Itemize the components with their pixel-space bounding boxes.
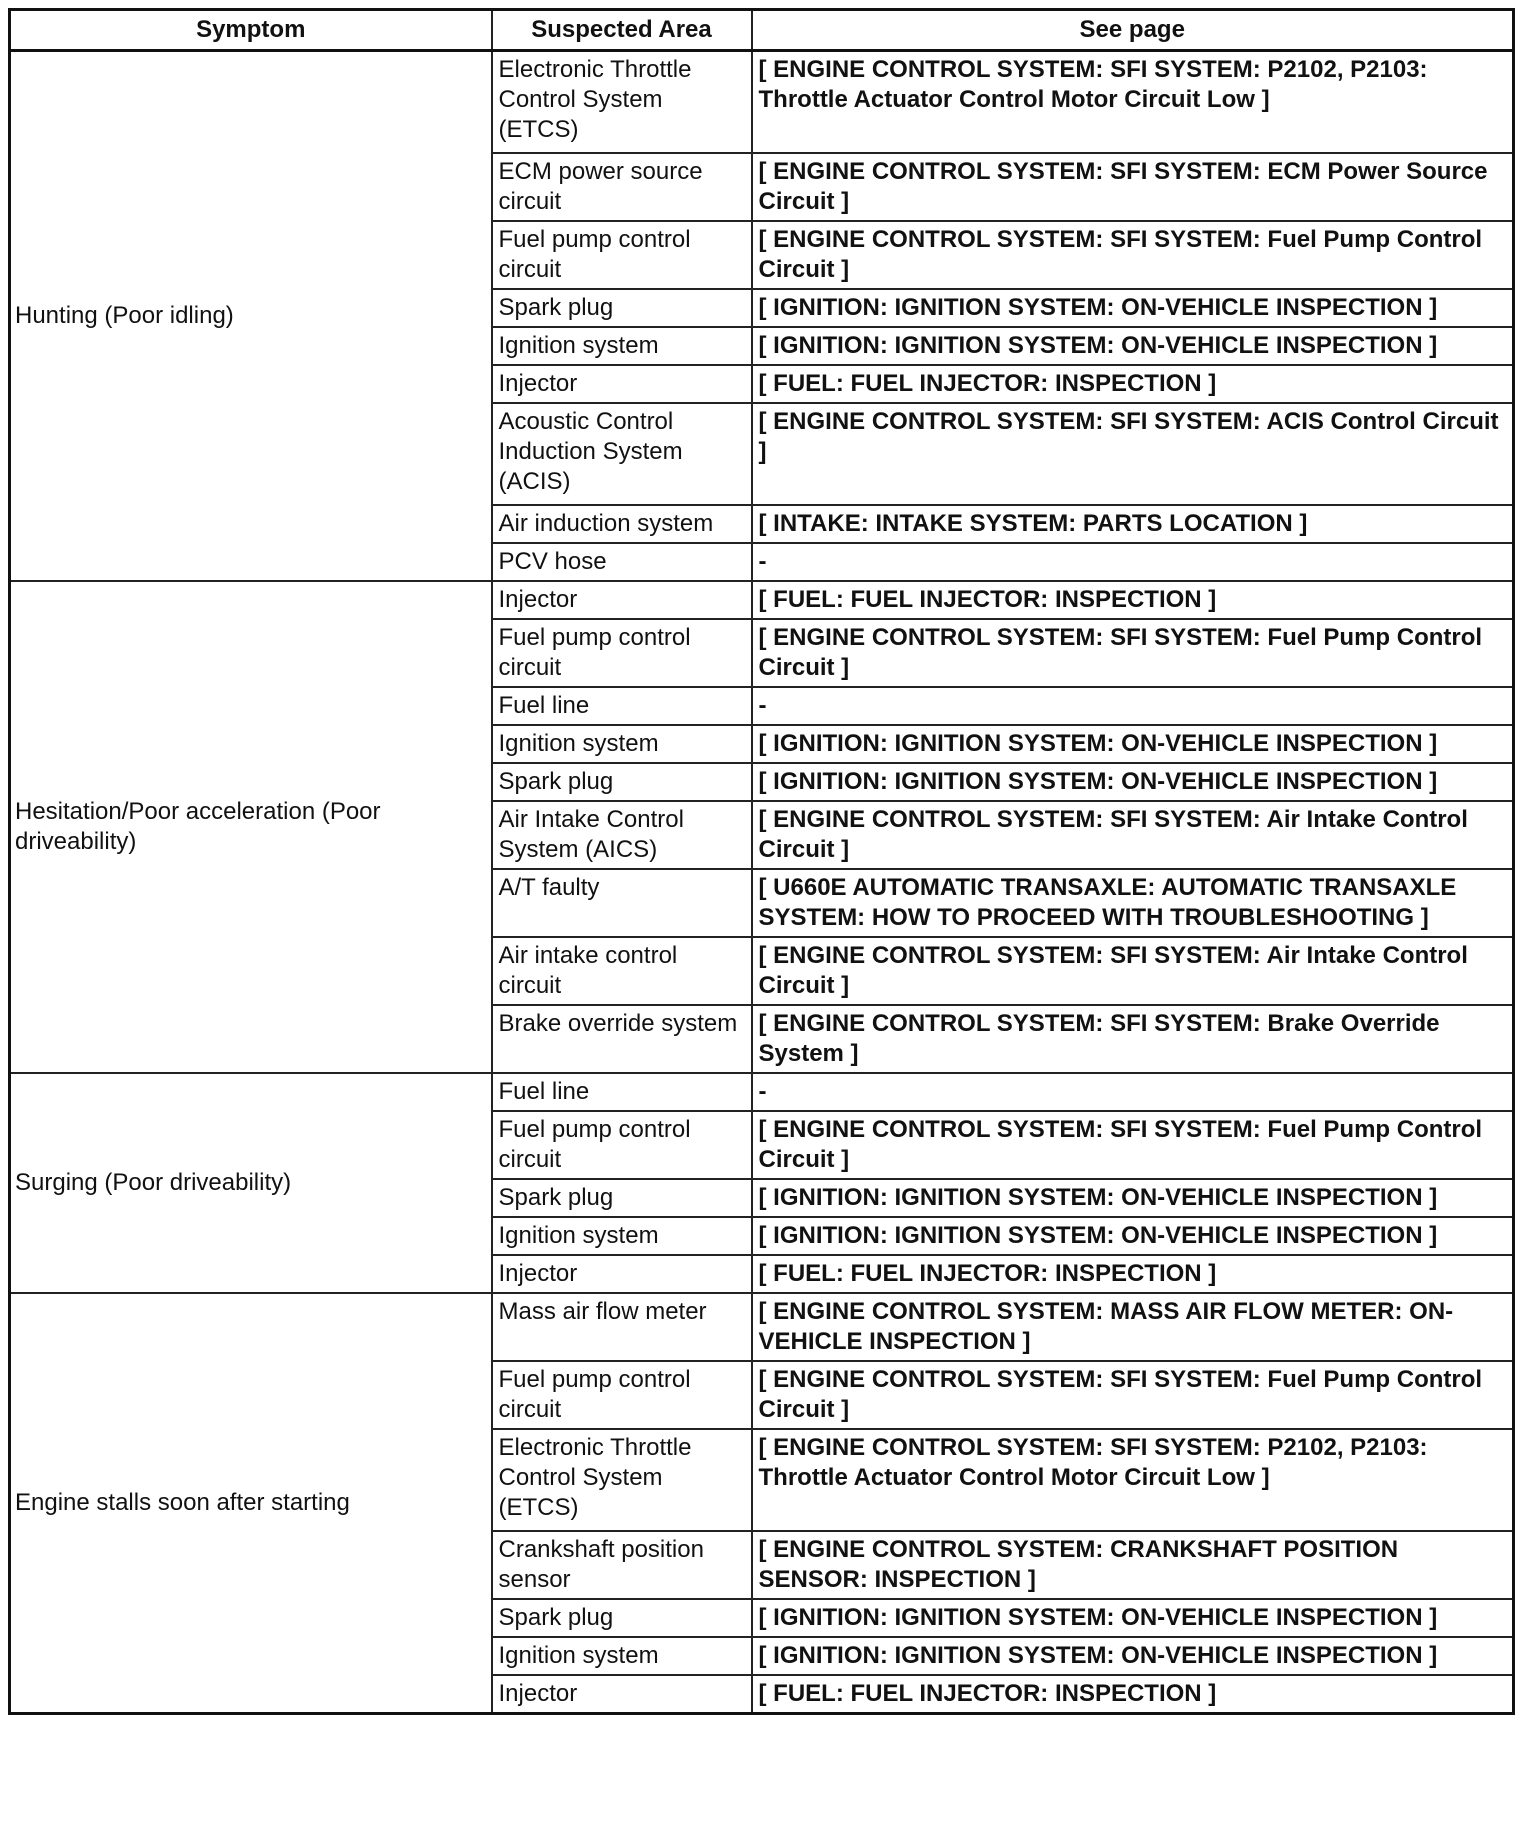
suspected-area-cell: Brake override system <box>492 1005 752 1073</box>
suspected-area-cell: Electronic Throttle Control System (ETCS) <box>492 51 752 154</box>
see-page-link[interactable]: [ ENGINE CONTROL SYSTEM: SFI SYSTEM: Fuel Pump Control Circuit ] <box>752 1111 1514 1179</box>
see-page-link[interactable]: [ ENGINE CONTROL SYSTEM: MASS AIR FLOW METER: ON-VEHICLE INSPECTION ] <box>752 1293 1514 1361</box>
suspected-area-cell: PCV hose <box>492 543 752 581</box>
suspected-area-cell: Fuel line <box>492 1073 752 1111</box>
symptom-cell: Hunting (Poor idling) <box>10 51 492 582</box>
see-page-link[interactable]: [ IGNITION: IGNITION SYSTEM: ON-VEHICLE INSPECTION ] <box>752 1637 1514 1675</box>
suspected-area-cell: Acoustic Control Induction System (ACIS) <box>492 403 752 505</box>
suspected-area-cell: Ignition system <box>492 1637 752 1675</box>
suspected-area-cell: Fuel pump control circuit <box>492 1361 752 1429</box>
see-page-link[interactable]: [ ENGINE CONTROL SYSTEM: SFI SYSTEM: Fuel Pump Control Circuit ] <box>752 1361 1514 1429</box>
table-row <box>10 1293 1514 1361</box>
see-page-text: - <box>752 1073 1514 1111</box>
see-page-link[interactable]: [ IGNITION: IGNITION SYSTEM: ON-VEHICLE INSPECTION ] <box>752 1599 1514 1637</box>
suspected-area-cell: Injector <box>492 1675 752 1714</box>
suspected-area-cell: Injector <box>492 1255 752 1293</box>
header-symptom: Symptom <box>10 10 492 51</box>
suspected-area-cell: Ignition system <box>492 725 752 763</box>
see-page-link[interactable]: [ ENGINE CONTROL SYSTEM: SFI SYSTEM: P2102, P2103: Throttle Actuator Control Motor Circuit Low ] <box>752 1429 1514 1531</box>
see-page-link[interactable]: [ IGNITION: IGNITION SYSTEM: ON-VEHICLE INSPECTION ] <box>752 289 1514 327</box>
header-see-page: See page <box>752 10 1514 51</box>
see-page-link[interactable]: [ ENGINE CONTROL SYSTEM: SFI SYSTEM: Air Intake Control Circuit ] <box>752 801 1514 869</box>
see-page-link[interactable]: [ FUEL: FUEL INJECTOR: INSPECTION ] <box>752 1255 1514 1293</box>
table-row <box>10 1073 1514 1111</box>
header-row <box>10 10 1514 51</box>
symptom-cell: Hesitation/Poor acceleration (Poor driveability) <box>10 581 492 1073</box>
suspected-area-cell: Spark plug <box>492 1179 752 1217</box>
suspected-area-cell: Air induction system <box>492 505 752 543</box>
suspected-area-cell: Fuel line <box>492 687 752 725</box>
see-page-link[interactable]: [ ENGINE CONTROL SYSTEM: SFI SYSTEM: Fuel Pump Control Circuit ] <box>752 221 1514 289</box>
suspected-area-cell: Mass air flow meter <box>492 1293 752 1361</box>
see-page-link[interactable]: [ IGNITION: IGNITION SYSTEM: ON-VEHICLE INSPECTION ] <box>752 763 1514 801</box>
suspected-area-cell: Fuel pump control circuit <box>492 1111 752 1179</box>
suspected-area-cell: Fuel pump control circuit <box>492 221 752 289</box>
suspected-area-cell: Ignition system <box>492 327 752 365</box>
see-page-link[interactable]: [ ENGINE CONTROL SYSTEM: CRANKSHAFT POSITION SENSOR: INSPECTION ] <box>752 1531 1514 1599</box>
suspected-area-cell: Fuel pump control circuit <box>492 619 752 687</box>
see-page-link[interactable]: [ INTAKE: INTAKE SYSTEM: PARTS LOCATION ] <box>752 505 1514 543</box>
header-suspected-area: Suspected Area <box>492 10 752 51</box>
suspected-area-cell: Air Intake Control System (AICS) <box>492 801 752 869</box>
see-page-link[interactable]: [ ENGINE CONTROL SYSTEM: SFI SYSTEM: ACIS Control Circuit ] <box>752 403 1514 505</box>
see-page-link[interactable]: [ IGNITION: IGNITION SYSTEM: ON-VEHICLE INSPECTION ] <box>752 1179 1514 1217</box>
suspected-area-cell: Crankshaft position sensor <box>492 1531 752 1599</box>
see-page-text: - <box>752 687 1514 725</box>
see-page-link[interactable]: [ ENGINE CONTROL SYSTEM: SFI SYSTEM: Air Intake Control Circuit ] <box>752 937 1514 1005</box>
suspected-area-cell: Spark plug <box>492 1599 752 1637</box>
suspected-area-cell: Air intake control circuit <box>492 937 752 1005</box>
suspected-area-cell: Spark plug <box>492 763 752 801</box>
table-row <box>10 581 1514 619</box>
see-page-link[interactable]: [ ENGINE CONTROL SYSTEM: SFI SYSTEM: ECM Power Source Circuit ] <box>752 153 1514 221</box>
see-page-text: - <box>752 543 1514 581</box>
see-page-link[interactable]: [ IGNITION: IGNITION SYSTEM: ON-VEHICLE INSPECTION ] <box>752 1217 1514 1255</box>
symptom-cell: Surging (Poor driveability) <box>10 1073 492 1293</box>
see-page-link[interactable]: [ FUEL: FUEL INJECTOR: INSPECTION ] <box>752 365 1514 403</box>
problem-symptoms-table <box>8 8 1515 1715</box>
table-row <box>10 51 1514 154</box>
suspected-area-cell: ECM power source circuit <box>492 153 752 221</box>
see-page-link[interactable]: [ FUEL: FUEL INJECTOR: INSPECTION ] <box>752 1675 1514 1714</box>
see-page-link[interactable]: [ FUEL: FUEL INJECTOR: INSPECTION ] <box>752 581 1514 619</box>
symptom-cell: Engine stalls soon after starting <box>10 1293 492 1714</box>
suspected-area-cell: Electronic Throttle Control System (ETCS) <box>492 1429 752 1531</box>
see-page-link[interactable]: [ ENGINE CONTROL SYSTEM: SFI SYSTEM: Brake Override System ] <box>752 1005 1514 1073</box>
suspected-area-cell: Spark plug <box>492 289 752 327</box>
see-page-link[interactable]: [ IGNITION: IGNITION SYSTEM: ON-VEHICLE INSPECTION ] <box>752 327 1514 365</box>
suspected-area-cell: Injector <box>492 581 752 619</box>
see-page-link[interactable]: [ IGNITION: IGNITION SYSTEM: ON-VEHICLE INSPECTION ] <box>752 725 1514 763</box>
suspected-area-cell: Injector <box>492 365 752 403</box>
see-page-link[interactable]: [ ENGINE CONTROL SYSTEM: SFI SYSTEM: Fuel Pump Control Circuit ] <box>752 619 1514 687</box>
suspected-area-cell: Ignition system <box>492 1217 752 1255</box>
see-page-link[interactable]: [ U660E AUTOMATIC TRANSAXLE: AUTOMATIC TRANSAXLE SYSTEM: HOW TO PROCEED WITH TROUBLESHOOTING ] <box>752 869 1514 937</box>
see-page-link[interactable]: [ ENGINE CONTROL SYSTEM: SFI SYSTEM: P2102, P2103: Throttle Actuator Control Motor Circuit Low ] <box>752 51 1514 154</box>
suspected-area-cell: A/T faulty <box>492 869 752 937</box>
